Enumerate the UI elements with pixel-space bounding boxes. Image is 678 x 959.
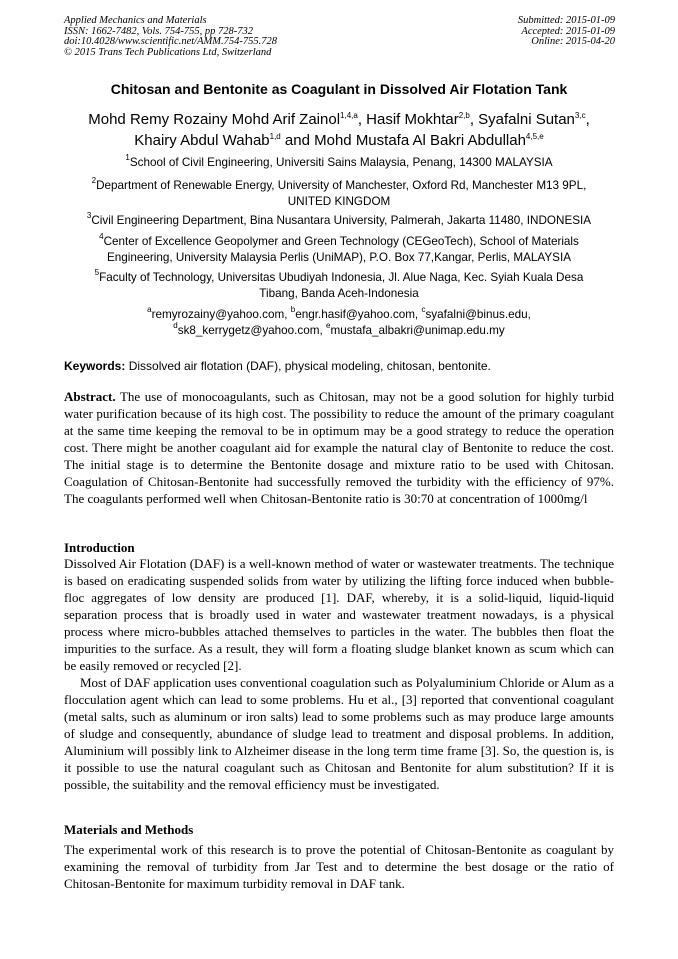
abstract-text: The use of monocoagulants, such as Chitosan, may not be a good solution for highly turbid water purification because of its high cost. The possibility to reduce the amount of the primary coagulant at the same time keeping the removal to be in optimum may be a good strategy to reduce the operation cost. There might be another coagulant aid for example the natural clay of Bentonite to reduce the cost. The initial stage is to determine the Bentonite dosage and mixture ratio to be used with Chitosan. Coagulation of Chitosan-Bentonite had successfully removed the turbidity with the efficiency of 97%. The coagulants performed well when Chitosan-Bentonite ratio is 30:70 at concentration of 1000mg/l bbox=[64, 389, 614, 506]
journal-name: Applied Mechanics and Materials bbox=[64, 15, 207, 26]
methods-body bbox=[64, 841, 614, 892]
author-sup: 2,b bbox=[458, 111, 470, 120]
author-name: Mohd Mustafa Al Bakri Abdullah bbox=[314, 132, 526, 149]
email-list: $^a$remyrozainy@yahoo.com, $^b$engr.hasif@yahoo.com, $^c$syafalni@binus.edu, $^d$sk8_kerrygetz@yahoo.com, $^e$mustafa_albakri@unimap.edu.my bbox=[147, 305, 531, 337]
journal-copyright: © 2015 Trans Tech Publications Ltd, Switzerland bbox=[64, 46, 272, 58]
email-link[interactable]: mustafa_albakri@unimap.edu.my bbox=[330, 324, 505, 337]
abstract bbox=[64, 388, 614, 507]
affiliation: $^2$Department of Renewable Energy, University of Manchester, Oxford Rd, Manchester M13 9PL, UNITED KINGDOM bbox=[91, 176, 587, 208]
author-name: Khairy Abdul Wahab bbox=[134, 132, 270, 149]
journal-doi: doi:10.4028/www.scientific.net/AMM.754-755.728 bbox=[64, 36, 277, 48]
section-heading-introduction: Introduction bbox=[64, 540, 135, 555]
paragraph: Dissolved Air Flotation (DAF) is a well-known method of water or wastewater treatments. The technique is based on eradicating suspended solids from water by utilizing the lifting force induced when bubble-floc aggregates of low density are produced [1]. DAF, whereby, it is a solid-liquid, liquid-liquid separation process that is broadly used in water and wastewater treatment nowadays, is a physical process where micro-bubbles attached themselves to particles in the water. The bubbles then float the impurities to the surface. As a result, they will form a floating sludge blanket known as scum which can be easily removed or recycled [2]. bbox=[64, 556, 614, 673]
keywords-label: Keywords: bbox=[64, 359, 126, 373]
accepted-date: Accepted: 2015-01-09 bbox=[521, 25, 615, 37]
submission-dates bbox=[518, 16, 615, 48]
online-date: Online: 2015-04-20 bbox=[531, 36, 615, 48]
section-heading-methods: Materials and Methods bbox=[64, 822, 194, 837]
keywords-text: Dissolved air flotation (DAF), physical modeling, chitosan, bentonite. bbox=[125, 359, 491, 373]
submitted-date: Submitted: 2015-01-09 bbox=[517, 15, 615, 26]
paragraph: Most of DAF application uses conventional coagulation such as Polyaluminium Chloride or Alum as a flocculation agent which can lead to some problems. Hu et al., [3] reported that conventional coagulant (metal salts, such as aluminum or iron salts) lead to some problems such as may produce large amounts of sludge and consequently, abundance of sludge lead to treatment and disposal problems. In addition, Aluminium will possibly link to Alzheimer disease in the long term time frame [3]. So, the question is, is it possible to use the natural coagulant such as Chitosan and Bentonite for alum substitution? If it is possible, the suitability and the removal efficiency must be investigated. bbox=[64, 675, 614, 792]
author-sup: 1,d bbox=[269, 132, 281, 141]
author-name: Syafalni Sutan bbox=[478, 111, 575, 128]
journal-issn: ISSN: 1662-7482, Vols. 754-755, pp 728-732 bbox=[64, 25, 253, 37]
author-sup: 1,4,a bbox=[340, 111, 358, 120]
abstract-label: Abstract. bbox=[64, 389, 116, 404]
email-link[interactable]: engr.hasif@yahoo.com, bbox=[295, 308, 422, 321]
email-link[interactable]: syafalni@binus.edu, bbox=[425, 308, 531, 321]
keywords bbox=[64, 358, 638, 374]
author-list: Mohd Remy Rozainy Mohd Arif Zainol$^{1,4,a}$, Hasif Mokhtar$^{2,b}$, Syafalni Sutan$^{3,c}$, Khairy Abdul Wahab$^{1,d}$ and Mohd Mustafa Al Bakri Abdullah$^{4,5,e}$ bbox=[88, 111, 590, 149]
paper-title: Chitosan and Bentonite as Coagulant in Dissolved Air Flotation Tank bbox=[110, 81, 568, 97]
affiliation: $^3$Civil Engineering Department, Bina Nusantara University, Palmerah, Jakarta 11480, INDONESIA bbox=[86, 211, 592, 227]
journal-info bbox=[64, 16, 277, 58]
affiliation: $^1$School of Civil Engineering, Universiti Sains Malaysia, Penang, 14300 MALAYSIA bbox=[125, 153, 553, 169]
paragraph: The experimental work of this research is to prove the potential of Chitosan-Bentonite as coagulant by examining the removal of turbidity from Jar Test and to determine the best dosage or the ratio of Chitosan-Bentonite for maximum turbidity removal in DAF tank. bbox=[64, 842, 614, 891]
author-name: Hasif Mokhtar bbox=[366, 111, 459, 128]
email-link[interactable]: remyrozainy@yahoo.com, bbox=[151, 308, 291, 321]
introduction-body bbox=[64, 555, 614, 793]
author-sup: 4,5,e bbox=[525, 132, 544, 141]
author-conjunction: and bbox=[284, 132, 310, 149]
email-link[interactable]: sk8_kerrygetz@yahoo.com, bbox=[177, 324, 326, 337]
affiliation: $^4$Center of Excellence Geopolymer and Green Technology (CEGeoTech), School of Materials Engineering, University Malaysia Perlis (UniMAP), P.O. Box 77,Kangar, Perlis, MALAYSIA bbox=[99, 232, 579, 264]
affiliation: $^5$Faculty of Technology, Universitas Ubudiyah Indonesia, Jl. Alue Naga, Kec. Syiah Kuala Desa Tibang, Banda Aceh-Indonesia bbox=[94, 268, 584, 300]
author-name: Mohd Remy Rozainy Mohd Arif Zainol bbox=[88, 111, 341, 128]
author-sup: 3,c bbox=[574, 111, 586, 120]
